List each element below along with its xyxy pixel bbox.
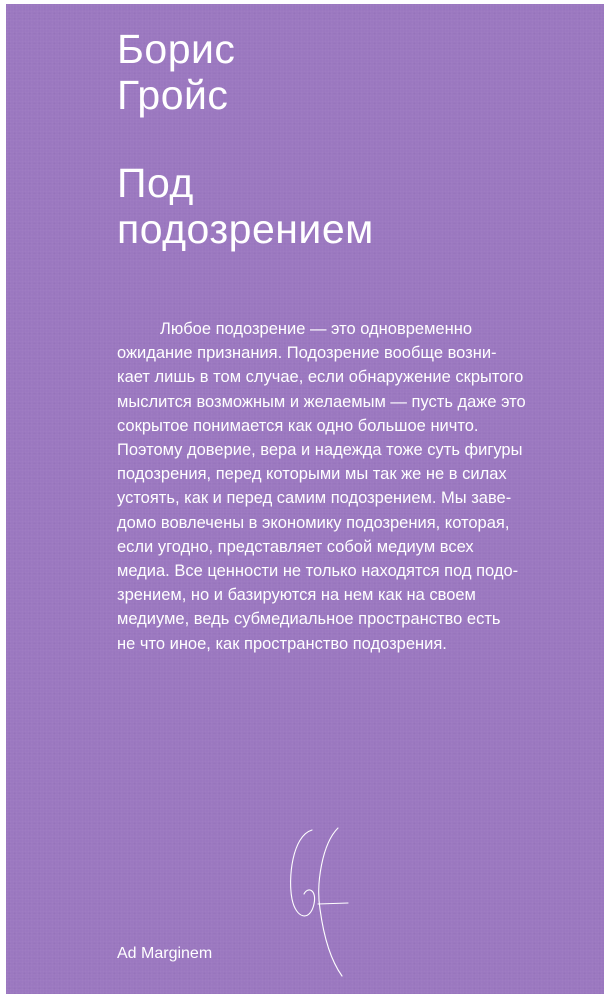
annotation-text	[117, 317, 577, 656]
title-line-2: подозрением	[117, 206, 374, 252]
book-title	[117, 160, 374, 252]
annotation-line: сокрытое понимается как одно большое ничто.	[117, 416, 479, 435]
annotation-line: ожидание признания. Подозрение вообще возни-	[117, 344, 497, 363]
annotation-line: не что иное, как пространство подозрения.	[117, 634, 447, 653]
annotation-line: медиа. Все ценности не только находятся под подо-	[117, 562, 519, 581]
annotation-line: домо вовлечены в экономику подозрения, которая,	[117, 513, 510, 532]
author-name	[117, 26, 235, 118]
title-line-1: Под	[117, 160, 194, 206]
annotation-line: зрением, но и базируются на нем как на своем	[117, 586, 476, 605]
author-first-name: Борис	[117, 26, 236, 72]
annotation-line: если угодно, представляет собой медиум всех	[117, 537, 474, 556]
annotation-line: Любое подозрение — это одновременно	[160, 320, 473, 338]
author-last-name: Гройс	[117, 72, 229, 118]
annotation-line: Поэтому доверие, вера и надежда тоже суть фигуры	[117, 441, 523, 460]
annotation-line: устоять, как и перед самим подозрением. Мы заве-	[117, 489, 512, 508]
annotation-line: подозрения, перед которыми мы так же не в силах	[117, 465, 507, 484]
publisher-name: Ad Marginem	[117, 945, 213, 962]
book-cover	[6, 4, 604, 994]
annotation-line: медиуме, ведь субмедиальное пространство есть	[117, 610, 501, 629]
ad-marginem-logo-icon	[282, 824, 362, 984]
annotation-line: кает лишь в том случае, если обнаружение скрытого	[117, 368, 524, 387]
annotation-line: мыслится возможным и желаемым — пусть даже это	[117, 392, 526, 411]
